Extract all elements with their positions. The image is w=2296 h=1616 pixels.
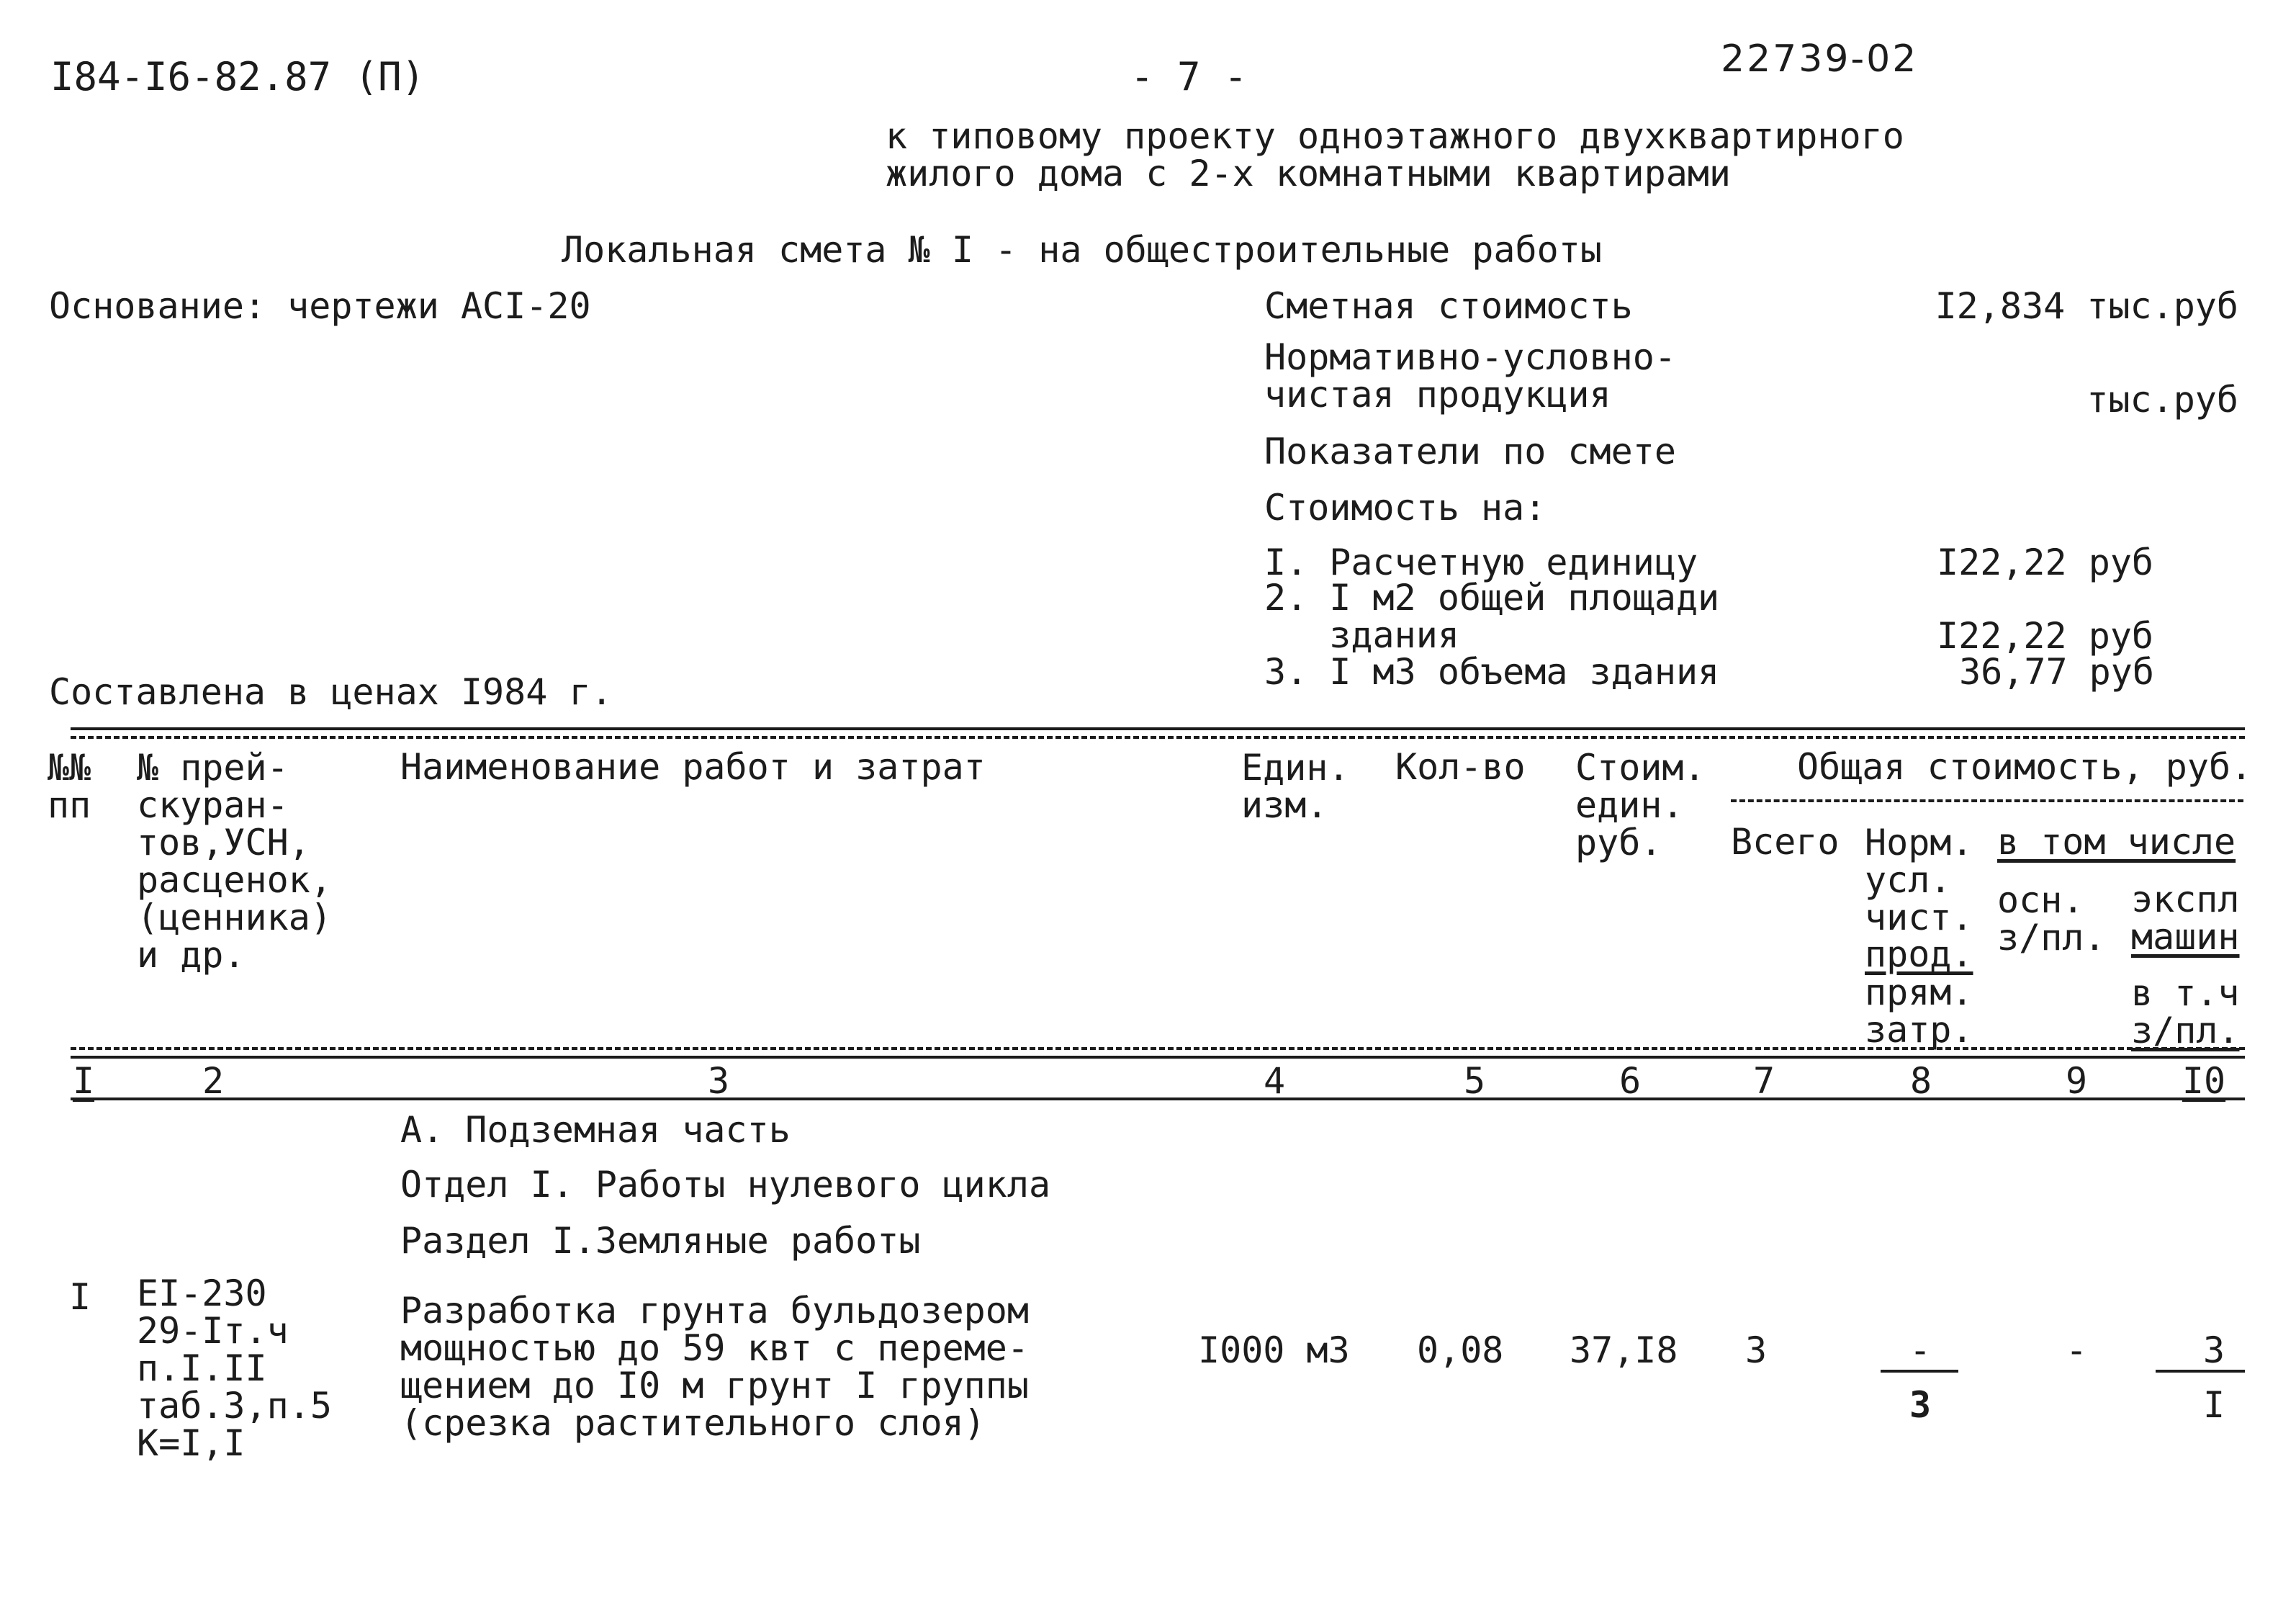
document-code: I84-I6-82.87 (П) bbox=[50, 54, 426, 99]
row-1-unit: I000 м3 bbox=[1198, 1329, 1350, 1371]
header-price-ref: № прей- скуран- тов,УСН, расценок, (ценника) и др. bbox=[137, 747, 332, 976]
page-number: - 7 - bbox=[1130, 54, 1248, 99]
row-1-nup-fraction-bar bbox=[1881, 1370, 1958, 1373]
header-including: в том числе bbox=[1997, 821, 2236, 863]
header-work-name: Наименование работ и затрат bbox=[400, 746, 986, 788]
header-base-wages: осн. з/пл. bbox=[1997, 879, 2106, 959]
total-cost-rule bbox=[1731, 799, 2243, 802]
col-number-10: I0 bbox=[2182, 1060, 2226, 1102]
estimated-cost-value: I2,834 тыс.руб bbox=[1935, 285, 2238, 327]
per-m3-value: 36,77 руб bbox=[1959, 651, 2154, 693]
normative-net-product-label: Нормативно-условно- чистая продукция bbox=[1264, 336, 1676, 416]
header-num: №№ пп bbox=[48, 747, 91, 826]
estimated-cost-label: Сметная стоимость bbox=[1264, 285, 1633, 327]
col-number-4: 4 bbox=[1263, 1060, 1286, 1102]
normative-net-product-value: тыс.руб bbox=[2086, 379, 2238, 421]
col-number-1: I bbox=[72, 1060, 95, 1102]
row-1-work-name: Разработка грунта бульдозером мощностью до 59 квт с переме- щением до I0 м грунт I группы (срезка растительного слоя) bbox=[400, 1290, 1029, 1444]
header-nup-top: Норм. усл. чист. bbox=[1865, 822, 1973, 938]
per-m3-label: 3. I м3 объема здания bbox=[1264, 651, 1720, 693]
header-machines-under: машин bbox=[2131, 916, 2240, 958]
header-machines-wages: з/пл. bbox=[2131, 1010, 2240, 1051]
row-1-nup-bottom: 3 bbox=[1909, 1384, 1932, 1426]
row-1-nup-top: - bbox=[1909, 1329, 1932, 1371]
section-department-1: Отдел I. Работы нулевого цикла bbox=[400, 1164, 1051, 1206]
subtitle-line-1: к типовому проекту одноэтажного двухквартирного bbox=[886, 115, 1904, 157]
basis: Основание: чертежи АСI-20 bbox=[49, 285, 591, 327]
header-unit-cost: Стоим. един. руб. bbox=[1575, 747, 1706, 863]
header-machines-top: экспл bbox=[2131, 879, 2240, 920]
col-number-2: 2 bbox=[202, 1060, 225, 1102]
header-unit: Един. изм. bbox=[1241, 747, 1350, 826]
row-1-base-wages: - bbox=[2065, 1329, 2088, 1371]
col-number-5: 5 bbox=[1463, 1060, 1486, 1102]
row-1-machines-top: 3 bbox=[2202, 1329, 2225, 1371]
row-1-unit-cost: 37,I8 bbox=[1570, 1329, 1678, 1371]
subtitle-line-2: жилого дома с 2-х комнатными квартирами bbox=[886, 153, 1731, 194]
col-number-8: 8 bbox=[1909, 1060, 1932, 1102]
per-m2-value: I22,22 руб bbox=[1937, 615, 2154, 657]
per-unit-label: I. Расчетную единицу bbox=[1264, 542, 1698, 583]
cost-per-label: Стоимость на: bbox=[1264, 487, 1547, 529]
col-number-3: 3 bbox=[707, 1060, 730, 1102]
table-top-rule-2 bbox=[71, 736, 2245, 739]
header-quantity: Кол-во bbox=[1395, 746, 1526, 788]
col-numbers-top-rule bbox=[71, 1056, 2245, 1059]
header-total: Всего bbox=[1731, 821, 1840, 863]
col-number-9: 9 bbox=[2065, 1060, 2088, 1102]
row-1-machines-fraction-bar bbox=[2156, 1370, 2245, 1373]
header-nup-bottom: прям. затр. bbox=[1865, 971, 1973, 1051]
table-top-rule bbox=[71, 727, 2245, 730]
row-1-num: I bbox=[69, 1276, 91, 1318]
header-nup-under: прод. bbox=[1865, 933, 1973, 975]
archive-stamp: 22739-02 bbox=[1721, 37, 1919, 81]
per-unit-value: I22,22 руб bbox=[1937, 542, 2154, 583]
prices-year: Составлена в ценах I984 г. bbox=[49, 671, 613, 713]
row-1-quantity: 0,08 bbox=[1417, 1329, 1504, 1371]
row-1-total: 3 bbox=[1745, 1329, 1768, 1371]
col-numbers-bottom-rule bbox=[71, 1097, 2245, 1100]
row-1-machines-bottom: I bbox=[2202, 1384, 2225, 1426]
indicators-label: Показатели по смете bbox=[1264, 431, 1676, 472]
header-machines-bottom: в т.ч bbox=[2131, 972, 2240, 1014]
col-number-7: 7 bbox=[1752, 1060, 1775, 1102]
section-earthworks: Раздел I.Земляные работы bbox=[400, 1220, 921, 1262]
per-m2-label: 2. I м2 общей площади здания bbox=[1264, 577, 1720, 656]
col-number-6: 6 bbox=[1619, 1060, 1642, 1102]
row-1-price-ref: ЕI-230 29-Iт.ч п.I.II таб.3,п.5 К=I,I bbox=[137, 1272, 332, 1464]
estimate-title: Локальная смета № I - на общестроительные работы bbox=[562, 229, 1602, 271]
header-total-cost: Общая стоимость, руб. bbox=[1797, 746, 2253, 788]
header-bottom-rule bbox=[71, 1047, 2245, 1050]
section-part-a: А. Подземная часть bbox=[400, 1109, 791, 1151]
